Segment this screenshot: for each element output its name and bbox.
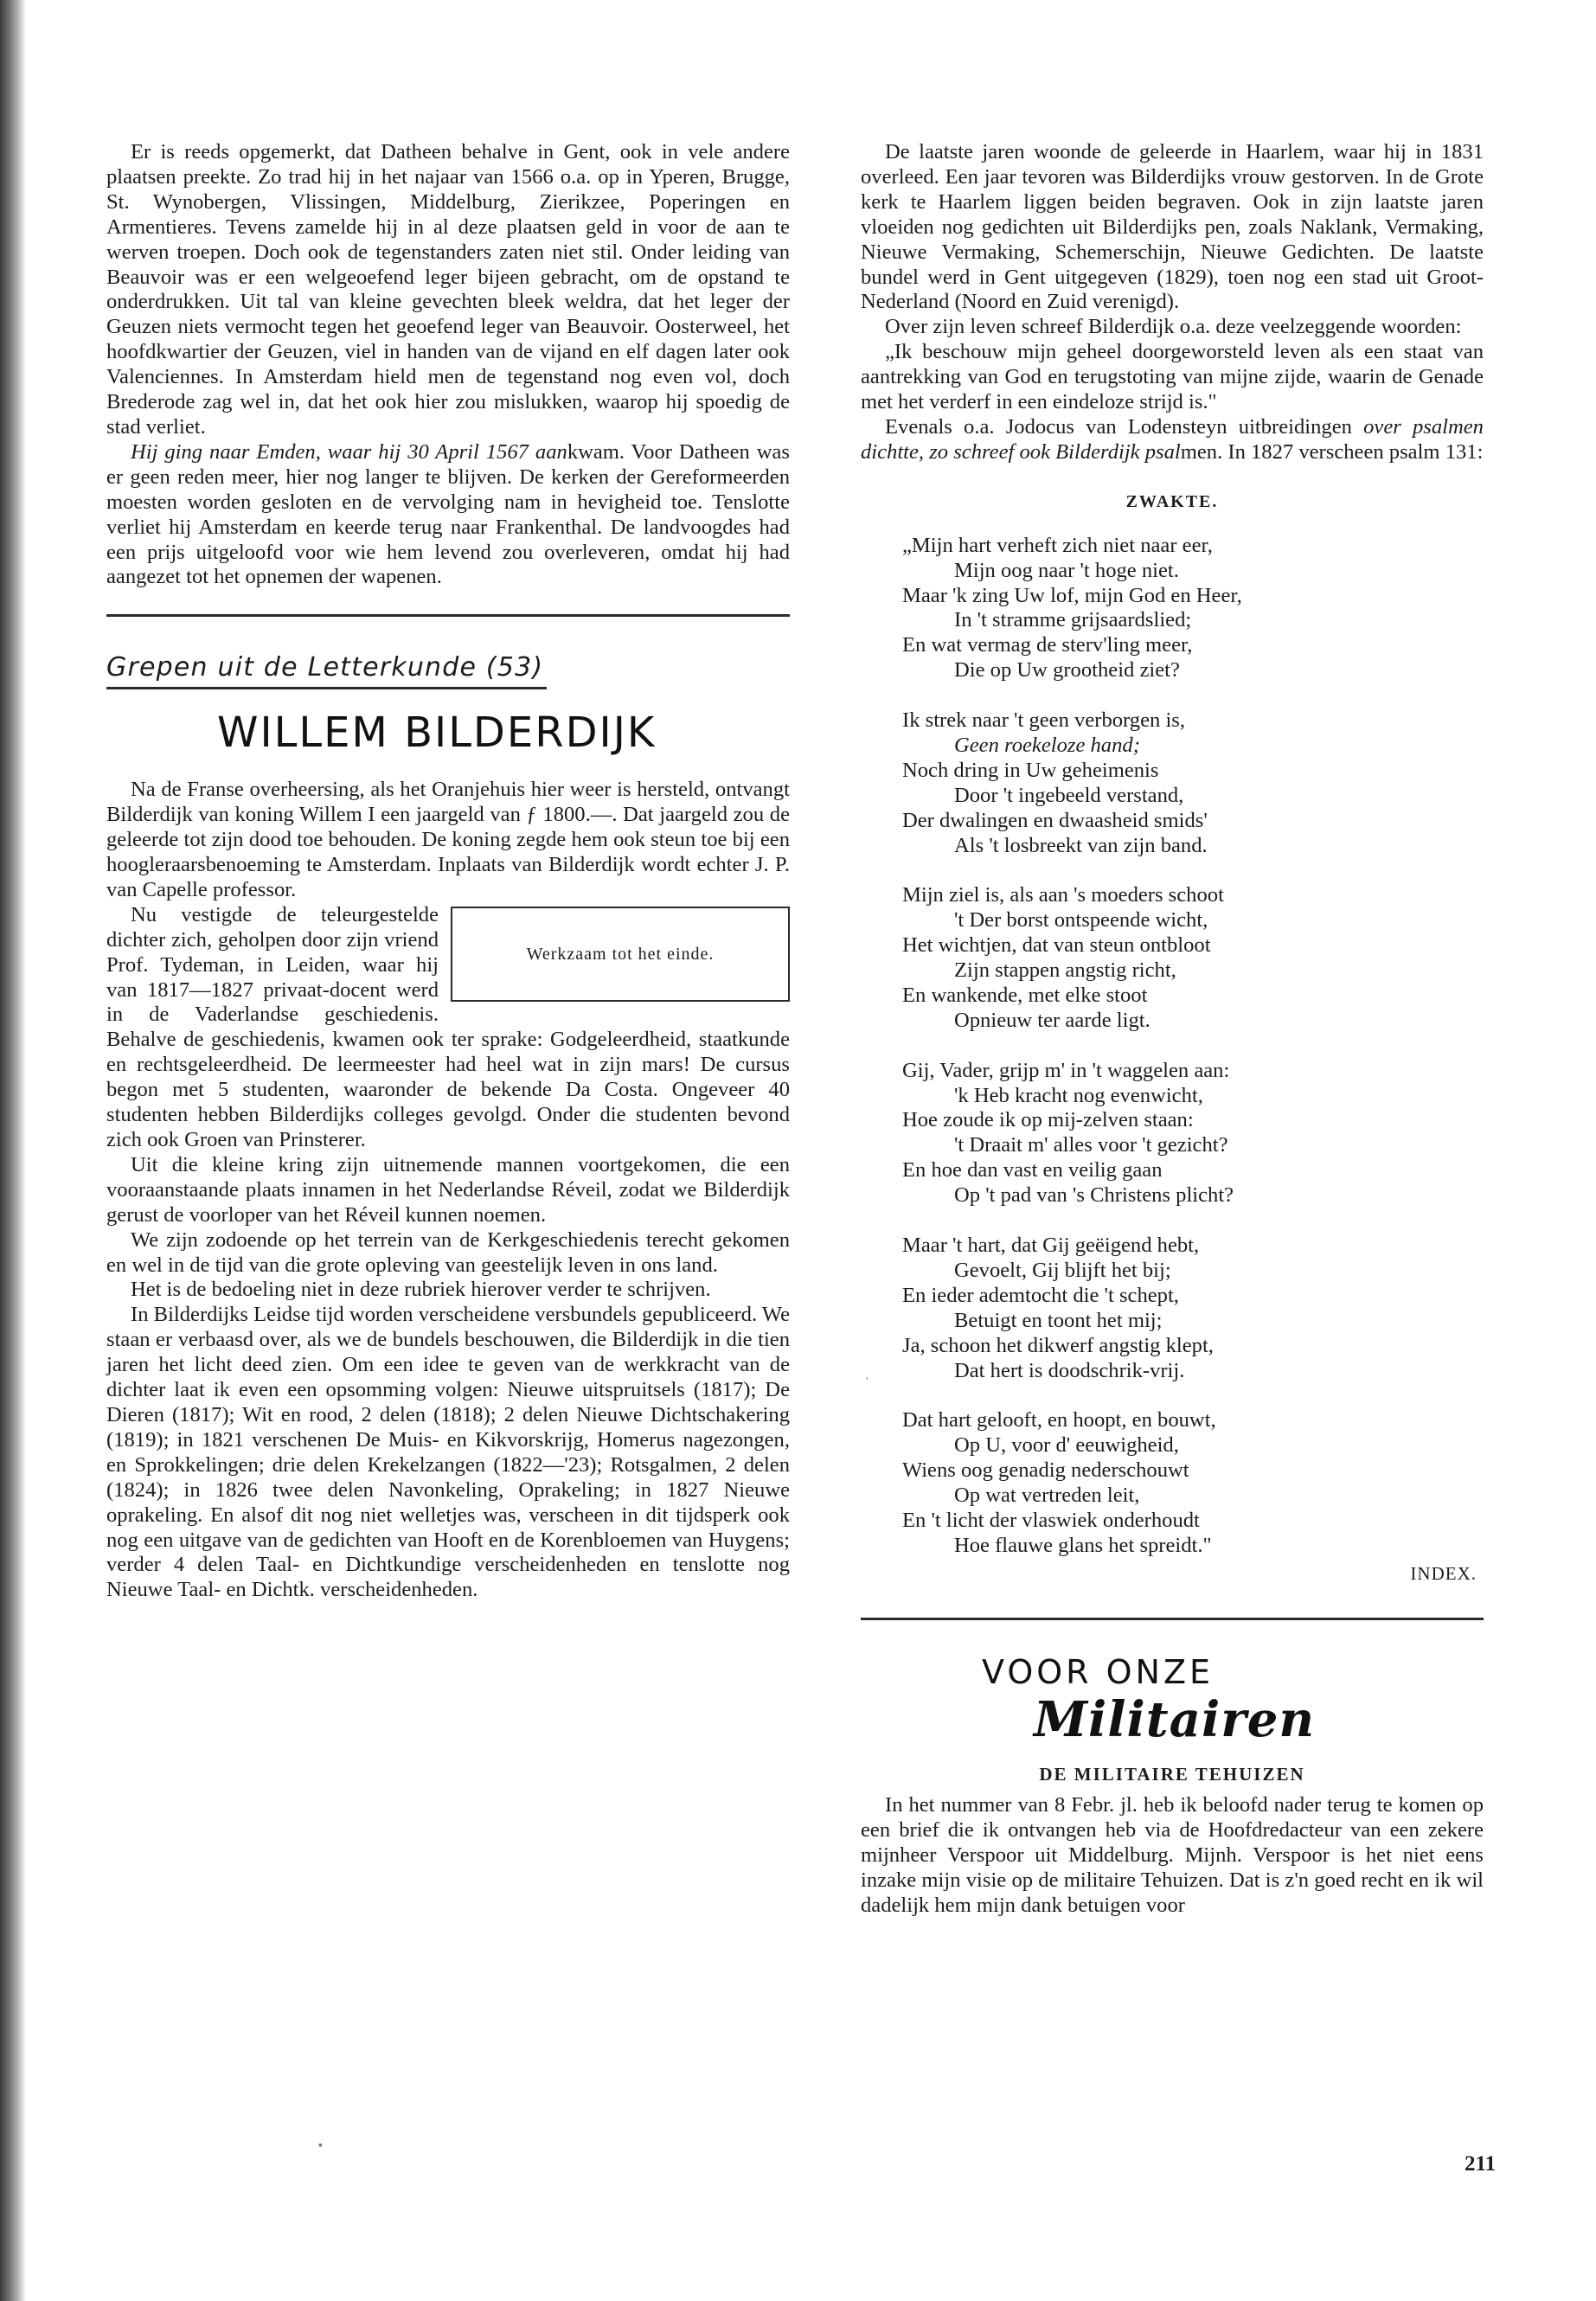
poem-line: 't Draait m' alles voor 't gezicht?: [954, 1133, 1228, 1157]
right-column: [861, 140, 1484, 1919]
poem-stanza: [902, 534, 1484, 683]
stray-mark: ▪: [318, 2139, 323, 2152]
article-paragraph-4: We zijn zodoende op het terrein van de Kerkgeschiedenis terecht gekomen en wel in de tijd van die grote opleving van geestelijk leven in ons land.: [106, 1227, 790, 1277]
poem-line: Gij, Vader, grijp m' in 't waggelen aan:: [902, 1058, 1230, 1082]
poem-line: Ja, schoon het dikwerf angstig klept,: [902, 1333, 1214, 1357]
haarlem-paragraph: De laatste jaren woonde de geleerde in Haarlem, waar hij in 1831 overleed. Een jaar tevoren was Bilderdijks vrouw gestorven. In de Grote kerk te Haarlem liggen beiden begraven. Ook in zijn laatste jaren vloeiden nog gedichten uit Bilderdijks pen, zoals Naklank, Vermaking, Nieuwe Vermaking, Schemerschijn, Nieuwe Gedichten. De laatste bundel werd in Gent uitgegeven (1829), toen nog een stad uit Groot-Nederland (Noord en Zuid verenigd).: [861, 140, 1484, 314]
poem-line: Noch dring in Uw geheimenis: [902, 758, 1159, 782]
poem-line: Het wichtjen, dat van steun ontbloot: [902, 933, 1211, 958]
poem-line: „Mijn hart verheft zich niet naar eer,: [902, 533, 1213, 557]
poem-line: Maar 'k zing Uw lof, mijn God en Heer,: [902, 583, 1242, 607]
emden-paragraph: [106, 440, 790, 590]
poem-line: Mijn ziel is, als aan 's moeders schoot: [902, 883, 1224, 907]
poem-line: Op wat vertreden leit,: [954, 1484, 1140, 1508]
poem-line: En 't licht der vlaswiek onderhoudt: [902, 1508, 1200, 1532]
psalm-end: men. In 1827 verscheen psalm 131:: [1180, 439, 1484, 464]
poem-stanza: [902, 1234, 1484, 1383]
article-paragraph-5: Het is de bedoeling niet in deze rubriek hierover verder te schrijven.: [131, 1278, 711, 1302]
poem-stanza: [902, 1059, 1484, 1208]
bilderdijk-quote: „Ik beschouw mijn geheel doorgeworsteld leven als een staat van aantrekking van God en terugstoting van mijne zijde, waarin de Genade met het verderf in een eindeloze strijd is.": [861, 340, 1484, 414]
poem-line: Geen roekeloze hand;: [954, 733, 1140, 757]
poem-line: Die op Uw grootheid ziet?: [954, 658, 1180, 683]
poem-line: Door 't ingebeeld verstand,: [954, 783, 1184, 807]
poem-line: Ik strek naar 't geen verborgen is,: [902, 708, 1185, 733]
poem-line: Wiens oog genadig nederschouwt: [902, 1458, 1189, 1483]
poem-stanza: [902, 1408, 1484, 1558]
psalm-start: Evenals o.a. Jodocus van Lodensteyn uitbreidingen: [885, 414, 1352, 439]
article-paragraph-6: In Bilderdijks Leidse tijd worden verscheidene versbundels gepubliceerd. We staan er verbaasd over, als we de bundels beschouwen, die Bilderdijk in die tien jaren het licht deed zien. Om een idee te geven van de werkkracht van de dichter laat ik even een opsomming volgen: Nieuwe uitspruitsels (1817); De Dieren (1817); Wit en rood, 2 delen (1818); 2 delen Nieuwe Dichtschakering (1819); in 1821 verschenen De Muis- en Kikvorskrijg, Homerus nagezongen, en Sprokkelingen; drie delen Krekelzangen (1822—'23); Rotsgalmen, 2 delen (1824); in 1826 twee delen Navonkeling, Oprakeling; in 1827 Nieuwe oprakeling. En alsof dit nog niet welletjes was, verscheen in dit tijdsperk ook nog een uitgave van de gedichten van Hooft en de Korenbloemen van Huygens; verder 4 delen Taal- en Dichtkundige verscheidenheden en tenslotte nog Nieuwe Taal- en Dichtk. verscheidenheden.: [106, 1303, 790, 1602]
page-binding-shadow: [0, 0, 26, 2301]
poem-stanza: [902, 883, 1484, 1033]
section-heading-militairen: Militairen: [1034, 1690, 1316, 1748]
paragraph-with-pull-quote: [106, 903, 790, 1153]
poem-line: Betuigt en toont het mij;: [954, 1308, 1163, 1332]
section-divider: [861, 1618, 1484, 1620]
author-signature: INDEX.: [1410, 1562, 1477, 1584]
emden-italic: Hij ging naar Emden, waar hij 30 April 1567 aan: [131, 439, 567, 464]
poem-line: Opnieuw ter aarde ligt.: [954, 1008, 1151, 1032]
poem-line: Gevoelt, Gij blijft het bij;: [954, 1258, 1171, 1282]
intro-quote-paragraph: Over zijn leven schreef Bilderdijk o.a. deze veelzeggende woorden:: [885, 315, 1462, 339]
article-paragraph-1: Na de Franse overheersing, als het Oranjehuis hier weer is hersteld, ontvangt Bilderdijk van koning Willem I een jaargeld van ƒ 1800.—. Dat jaargeld zou de geleerde tot zijn dood toe behouden. De koning zegde hem ook steun toe bij een hoogleraarsbenoeming te Amsterdam. Inplaats van Bilderdijk wordt echter J. P. van Capelle professor.: [106, 778, 790, 901]
poem-stanza: [902, 708, 1484, 858]
subheading: DE MILITAIRE TEHUIZEN: [1039, 1763, 1305, 1785]
poem-line: Dat hart gelooft, en hoopt, en bouwt,: [902, 1408, 1216, 1433]
poem-line: In 't stramme grijsaardslied;: [954, 608, 1192, 632]
poem-line: Dat hert is doodschrik-vrij.: [954, 1358, 1185, 1382]
poem-line: Mijn oog naar 't hoge niet.: [954, 558, 1179, 582]
poem-line: En ieder ademtocht die 't schept,: [902, 1283, 1179, 1307]
poem-line: Maar 't hart, dat Gij geëigend hebt,: [902, 1234, 1200, 1257]
page-number: 211: [1465, 2152, 1497, 2176]
poem-line: Der dwalingen en dwaasheid smids': [902, 808, 1208, 832]
poem-line: 't Der borst ontspeende wicht,: [954, 908, 1208, 933]
left-column: [106, 140, 790, 1603]
poem-line: En wankende, met elke stoot: [902, 983, 1148, 1007]
datheen-paragraph: Er is reeds opgemerkt, dat Datheen behalve in Gent, ook in vele andere plaatsen preekte. Zo trad hij in het najaar van 1566 o.a. op in Yperen, Brugge, St. Wynobergen, Vlissingen, Middelburg, Zierikzee, Poperingen en Armentieres. Tevens zamelde hij in al deze plaatsen geld in voor de aan te werven troepen. Doch ook de tegenstanders zaten niet stil. Onder leiding van Beauvoir was er een welgeoefend leger bijeen gebracht, om de opstand te onderdrukken. Uit tal van kleine gevechten bleek weldra, dat het leger der Geuzen niets vermocht tegen het geoefend leger van Beauvoir. Oosterweel, het hoofdkwartier der Geuzen, viel in handen van de vijand en elf dagen later ook Valenciennes. In Amsterdam hield men de tegenstand nog even vol, doch Brederode zag wel in, dat het ook hier zou mislukken, waarop hij spoedig de stad verliet.: [106, 140, 790, 439]
emden-rest: kwam. Voor Datheen was er geen reden meer, hier nog langer te blijven. De kerken der Gereformeerden moesten worden gesloten en de vervolging nam in hevigheid toe. Tenslotte verliet hij Amsterdam en keerde terug naar Frankenthal. De landvoogdes had een prijs uitgeloofd voor wie hem levend zou overleveren, omdat hij had aangezet tot het opnemen der wapenen.: [106, 439, 790, 589]
militairen-paragraph: In het nummer van 8 Febr. jl. heb ik beloofd nader terug te komen op een brief die ik ontvangen heb via de Hoofdredacteur van een zekere mijnheer Verspoor uit Middelburg. Mijnh. Verspoor is het niet eens inzake mijn visie op de militaire Tehuizen. Dat is z'n goed recht en ik wil dadelijk hem mijn dank betuigen voor: [861, 1793, 1484, 1918]
poem-title: ZWAKTE.: [1125, 491, 1219, 511]
poem-line: Hoe flauwe glans het spreidt.": [954, 1533, 1212, 1557]
poem-line: Als 't losbreekt van zijn band.: [954, 833, 1208, 857]
poem-line: En wat vermag de sterv'ling meer,: [902, 633, 1193, 657]
poem-line: 'k Heb kracht nog evenwicht,: [954, 1083, 1203, 1107]
series-title: Grepen uit de Letterkunde (53): [106, 653, 547, 689]
section-heading-voor: VOOR ONZE: [982, 1652, 1215, 1691]
poem-line: Op U, voor d' eeuwigheid,: [954, 1433, 1179, 1458]
poem-line: Hoe zoude ik op mij-zelven staan:: [902, 1108, 1194, 1132]
poem-line: Op 't pad van 's Christens plicht?: [954, 1183, 1234, 1208]
pull-quote-box: Werkzaam tot het einde.: [451, 907, 790, 1002]
psalm-italic: over psalmen dichtte, zo schreef ook Bilderdijk psal: [861, 414, 1484, 464]
poem-line: Zijn stappen angstig richt,: [954, 958, 1176, 983]
article-title: WILLEM BILDERDIJK: [217, 708, 657, 758]
poem-line: En hoe dan vast en veilig gaan: [902, 1158, 1163, 1183]
section-divider: [106, 614, 790, 617]
psalm-paragraph: [861, 415, 1484, 465]
article-paragraph-3: Uit die kleine kring zijn uitnemende mannen voortgekomen, die een vooraanstaande plaats innamen in het Nederlandse Réveil, zodat we Bilderdijk gerust de voorloper van het Réveil kunnen noemen.: [106, 1152, 790, 1227]
margin-mark: ': [866, 1375, 869, 1388]
article-paragraph-2: Nu vestigde de teleurgestelde dichter zich, geholpen door zijn vriend Prof. Tydeman, in Leiden, waar hij van 1817—1827 privaat-docent werd in de Vaderlandse geschiedenis. Behalve de geschiedenis, kwamen ook ter sprake: Godgeleerdheid, staatkunde en rechtsgeleerdheid. De leermeester had heel wat in zijn mars! De cursus begon met 5 studenten, waaronder de bekende Da Costa. Ongeveer 40 studenten hebben Bilderdijks colleges gevolgd. Onder die studenten bevond zich ook Groen van Prinsterer.: [106, 902, 790, 1151]
